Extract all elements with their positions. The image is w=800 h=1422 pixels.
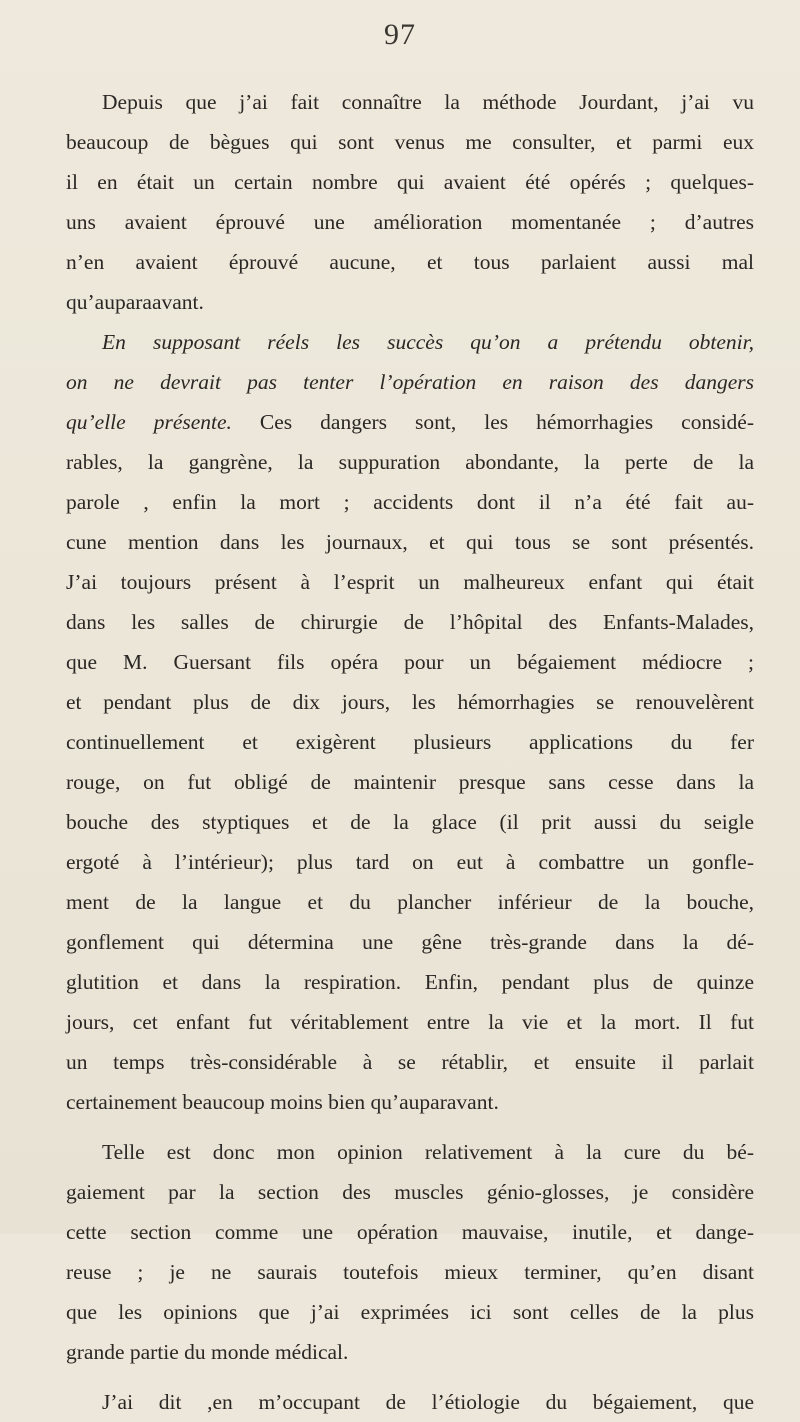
text-line: ergoté à l’intérieur); plus tard on eut à combattre un gonfle- [66, 850, 754, 874]
text-line: cette section comme une opération mauvaise, inutile, et dange- [66, 1220, 754, 1244]
text-line: beaucoup de bègues qui sont venus me consulter, et parmi eux [66, 130, 754, 154]
paragraph-1 [66, 82, 754, 322]
text-line: et pendant plus de dix jours, les hémorrhagies se renouvelèrent [66, 690, 754, 714]
text-line: J’ai dit ,en m’occupant de l’étiologie du bégaiement, que [102, 1390, 754, 1414]
text-line: reuse ; je ne saurais toutefois mieux terminer, qu’en disant [66, 1260, 754, 1284]
text-line [66, 402, 754, 442]
text-line: parole , enfin la mort ; accidents dont il n’a été fait au- [66, 490, 754, 514]
text-line: glutition et dans la respiration. Enfin, pendant plus de quinze [66, 970, 754, 994]
paragraph-4 [66, 1382, 754, 1422]
text-line: n’en avaient éprouvé aucune, et tous parlaient aussi mal [66, 250, 754, 274]
text-line: dans les salles de chirurgie de l’hôpital des Enfants-Malades, [66, 610, 754, 634]
paragraph-3 [66, 1132, 754, 1372]
paragraph-2 [66, 322, 754, 1122]
text-line: J’ai toujours présent à l’esprit un malheureux enfant qui était [66, 570, 754, 594]
paragraph-spacer [66, 1122, 754, 1132]
text-line: cune mention dans les journaux, et qui tous se sont présentés. [66, 530, 754, 554]
text-line: continuellement et exigèrent plusieurs applications du fer [66, 730, 754, 754]
italic-run: qu’elle présente. [66, 410, 232, 434]
text-line: gonflement qui déterminа une gêne très-grande dans la dé- [66, 930, 754, 954]
text-line: ment de la langue et du plancher inférieur de la bouche, [66, 890, 754, 914]
text-line: on ne devrait pas tenter l’opération en raison des dangers [66, 370, 754, 394]
body-text [66, 82, 754, 1422]
text-line: que les opinions que j’ai exprimées ici sont celles de la plus [66, 1300, 754, 1324]
text-line: qu’auparaavant. [66, 290, 204, 314]
text-line: que M. Guersant fils opéra pour un bégaiement médiocre ; [66, 650, 754, 674]
text-line: bouche des styptiques et de la glace (il prit aussi du seigle [66, 810, 754, 834]
text-line: rouge, on fut obligé de maintenir presque sans cesse dans la [66, 770, 754, 794]
text-run: Ces dangers sont, les hémorrhagies considé- [231, 410, 755, 434]
text-line: En supposant réels les succès qu’on a prétendu obtenir, [102, 330, 754, 354]
text-line: Depuis que j’ai fait connaître la méthode Jourdant, j’ai vu [102, 90, 754, 114]
text-line: certainement beaucoup moins bien qu’auparavant. [66, 1090, 499, 1114]
paragraph-spacer [66, 1372, 754, 1382]
text-line: uns avaient éprouvé une amélioration momentanée ; d’autres [66, 210, 754, 234]
text-line: un temps très-considérable à se rétablir, et ensuite il parlait [66, 1050, 754, 1074]
text-line: gaiement par la section des muscles génio-glosses, je considère [66, 1180, 754, 1204]
text-line: il en était un certain nombre qui avaient été opérés ; quelques- [66, 170, 754, 194]
text-line: jours, cet enfant fut véritablement entre la vie et la mort. Il fut [66, 1010, 754, 1034]
text-line: grande partie du monde médical. [66, 1340, 349, 1364]
text-line: Telle est donc mon opinion relativement à la cure du bé- [102, 1140, 754, 1164]
page-number: 97 [384, 18, 416, 51]
text-line: rables, la gangrène, la suppuration abondante, la perte de la [66, 450, 754, 474]
